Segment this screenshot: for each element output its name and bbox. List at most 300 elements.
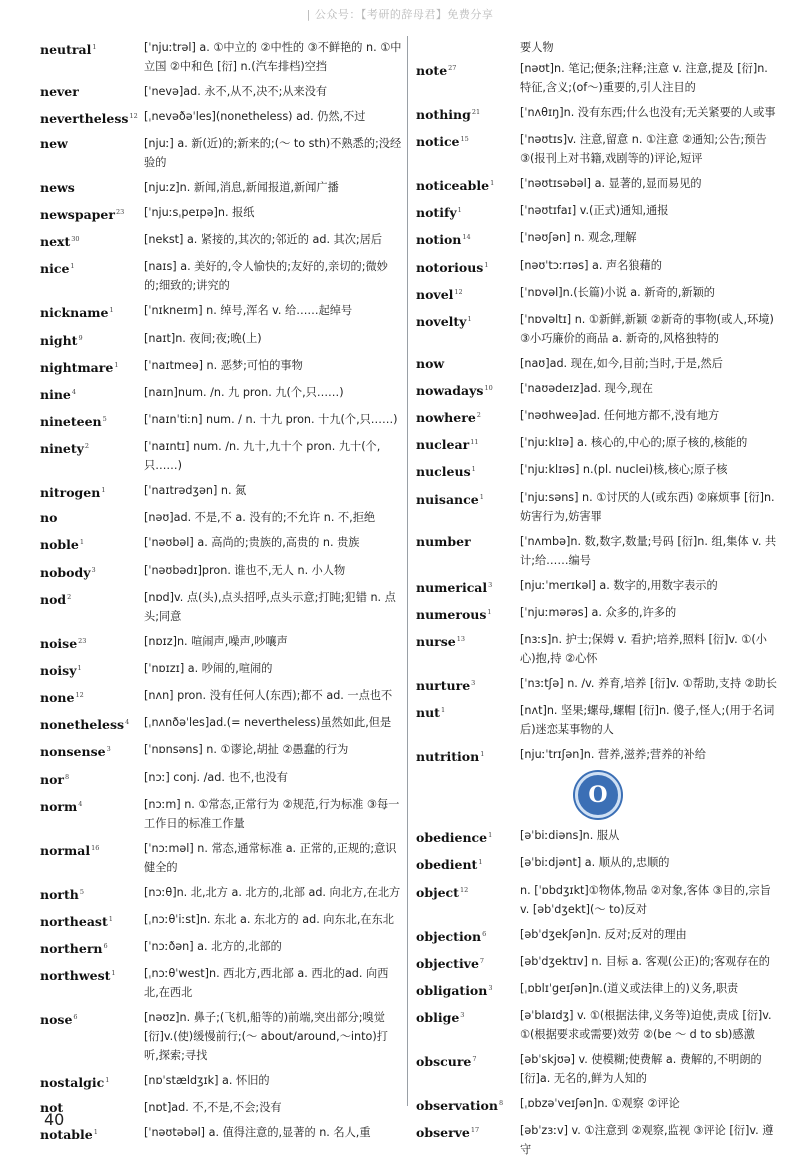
dictionary-entry: [416, 201, 780, 222]
definition: [ˈnɒvəltɪ] n. ①新鲜,新颖 ②新奇的事物(或人,环境) ③小巧廉价的商品 a. 新奇的,风格独特的: [520, 312, 774, 345]
headword-text: northeast: [40, 913, 108, 929]
headword: [416, 228, 520, 249]
headword: [416, 379, 520, 400]
frequency-count: 1: [457, 206, 462, 215]
frequency-count: 2: [476, 411, 481, 420]
headword-text: number: [416, 533, 471, 549]
definition: [ˈnɜːtʃə] n. /v. 养育,培养 [衍]v. ①帮助,支持 ②助长: [520, 676, 777, 690]
headword-text: now: [416, 355, 445, 371]
headword-text: nuisance: [416, 491, 479, 507]
headword-text: observe: [416, 1125, 470, 1141]
headword: [40, 481, 144, 502]
frequency-count: 27: [448, 64, 457, 72]
definition: [ˈnəʊbəl] a. 高尚的;贵族的,高贵的 n. 贵族: [144, 536, 360, 550]
dictionary-entry: [416, 488, 780, 526]
headword: [416, 881, 520, 902]
definition: [nɜːs]n. 护士;保姆 v. 看护;培养,照料 [衍]v. ①(小心)抱,持 ②心怀: [520, 632, 767, 665]
dictionary-entry: [40, 588, 402, 626]
headword: [40, 740, 144, 761]
headword-text: notice: [416, 134, 460, 150]
dictionary-entry: [416, 1121, 780, 1159]
dictionary-entry: [40, 713, 402, 734]
definition: [nekst] a. 紧接的,其次的;邻近的 ad. 其次;居后: [144, 233, 383, 247]
headword: [416, 354, 520, 373]
headword-text: nine: [40, 387, 71, 403]
headword: [40, 686, 144, 707]
dictionary-entry: [416, 630, 780, 668]
definition: [nəʊ]ad. 不是,不 a. 没有的;不允许 n. 不,拒绝: [144, 511, 376, 525]
headword-text: novel: [416, 286, 454, 302]
dictionary-entry: [416, 881, 780, 919]
headword: [416, 532, 520, 551]
headword-text: notion: [416, 232, 462, 248]
headword: [40, 937, 144, 958]
headword: [40, 1008, 144, 1029]
headword: [40, 82, 144, 101]
dictionary-entry: [416, 283, 780, 304]
frequency-count: 1: [79, 538, 85, 547]
dictionary-entry: [416, 433, 780, 454]
dictionary-entry: [416, 853, 780, 874]
headword-text: nothing: [416, 107, 471, 123]
frequency-count: 1: [471, 465, 476, 474]
definition: [ˈnɒnsəns] n. ①谬论,胡扯 ②愚蠢的行为: [144, 743, 349, 757]
frequency-count: 5: [79, 887, 85, 896]
dictionary-entry: [40, 82, 402, 101]
frequency-count: 17: [470, 1126, 480, 1135]
definition: [ˈnɔːməl] n. 常态,通常标准 a. 正常的,正规的;意识健全的: [144, 841, 397, 874]
headword-text: nonetheless: [40, 717, 125, 733]
definition: [ˈnjuːsˌpeɪpə]n. 报纸: [144, 206, 255, 220]
dictionary-entry: [40, 301, 402, 322]
headword: [40, 203, 144, 224]
dictionary-entry: [40, 437, 402, 475]
headword-text: observation: [416, 1098, 498, 1114]
frequency-count: 1: [484, 260, 489, 269]
frequency-count: 21: [471, 108, 481, 116]
headword-text: none: [40, 690, 75, 706]
dictionary-entry: [416, 576, 780, 597]
definition: [njuːˈmerɪkəl] a. 数字的,用数字表示的: [520, 578, 718, 592]
headword: [416, 1006, 520, 1027]
frequency-count: 1: [77, 663, 82, 672]
headword-text: noticeable: [416, 178, 490, 194]
dictionary-entry: [40, 964, 402, 1002]
headword-text: north: [40, 886, 79, 902]
frequency-count: 1: [70, 262, 75, 271]
definition: [ˈnʌθɪŋ]n. 没有东西;什么也没有;无关紧要的人或事: [520, 106, 776, 119]
frequency-count: 1: [105, 1076, 110, 1085]
dictionary-entry: [40, 356, 402, 377]
right-n-entries: [416, 59, 780, 766]
dictionary-entry: [416, 379, 780, 400]
definition: [nɔːm] n. ①常态,正常行为 ②规范,行为标准 ③每一工作日的标准工作量: [144, 797, 400, 830]
headword-text: newspaper: [40, 207, 115, 223]
dictionary-entry: [416, 310, 780, 348]
headword: [40, 410, 144, 431]
headword: [40, 383, 144, 404]
headword: [416, 59, 520, 80]
headword: [416, 433, 520, 454]
letter-o-icon: O: [575, 772, 621, 818]
definition: [njuː] a. 新(近)的;新来的;(～ to sth)不熟悉的;没经验的: [144, 137, 402, 170]
headword-text: numerical: [416, 579, 488, 595]
headword: [416, 576, 520, 597]
definition: [nɒd]v. 点(头),点头招呼,点头示意;打盹;犯错 n. 点头;同意: [144, 590, 396, 623]
headword: [416, 283, 520, 304]
definition: [ˈnaʊədeɪz]ad. 现今,现在: [520, 381, 653, 395]
definition: [ˈnɔːðən] a. 北方的,北部的: [144, 939, 282, 953]
continuation-line: 要人物: [520, 41, 554, 54]
definition: [ˈnəʊtɪs]v. 注意,留意 n. ①注意 ②通知;公告;预告 ③(报刊上对书籍,戏剧等的)评论,短评: [520, 133, 767, 166]
dictionary-entry: [40, 768, 402, 789]
headword-text: nut: [416, 705, 440, 721]
headword: [40, 257, 144, 278]
headword: [40, 713, 144, 734]
frequency-count: 7: [479, 956, 485, 965]
headword: [40, 795, 144, 816]
headword-text: news: [40, 180, 75, 196]
frequency-count: 6: [103, 941, 108, 950]
dictionary-entry: [416, 1006, 780, 1044]
dictionary-entry: [416, 532, 780, 570]
definition: [ˈnjuːklɪə] a. 核心的,中心的;原子核的,核能的: [520, 436, 748, 450]
headword-text: night: [40, 332, 78, 348]
headword: [40, 230, 144, 251]
definition: [ˈnəʊhweə]ad. 任何地方都不,没有地方: [520, 409, 720, 423]
definition: [ˈnɪkneɪm] n. 绰号,浑名 v. 给……起绰号: [144, 304, 353, 318]
frequency-count: 1: [109, 306, 114, 315]
headword: [416, 603, 520, 624]
dictionary-entry: [40, 383, 402, 404]
frequency-count: 6: [73, 1013, 78, 1022]
frequency-count: 1: [93, 1128, 98, 1137]
headword: [416, 826, 520, 847]
headword: [416, 630, 520, 651]
frequency-count: 4: [78, 799, 83, 808]
headword-text: nor: [40, 771, 65, 787]
headword: [416, 701, 520, 722]
headword-text: ninety: [40, 441, 84, 457]
dictionary-entry: [40, 1123, 402, 1144]
definition: [ˈnɒɪzɪ] a. 吵闹的,喧闹的: [144, 661, 273, 675]
headword: [416, 979, 520, 1000]
headword-text: obscure: [416, 1054, 472, 1070]
definition: [əˈbiːdiəns]n. 服从: [520, 829, 620, 843]
headword-text: nowhere: [416, 410, 476, 426]
headword: [416, 460, 520, 481]
frequency-count: 4: [125, 718, 130, 727]
left-column: [40, 38, 402, 1150]
frequency-count: 1: [480, 750, 485, 759]
headword: [40, 561, 144, 582]
dictionary-entry: [416, 103, 780, 124]
dictionary-entry: [416, 354, 780, 373]
definition: [ˌɒblɪˈgeɪʃən]n.(道义或法律上的)义务,职责: [520, 981, 739, 995]
headword: [40, 301, 144, 322]
headword-text: norm: [40, 798, 78, 814]
headword-text: novelty: [416, 314, 467, 330]
dictionary-entry: [416, 701, 780, 739]
headword: [416, 201, 520, 222]
headword-text: nurse: [416, 634, 456, 650]
frequency-count: 13: [456, 634, 466, 643]
definition: [nɒt]ad. 不,不是,不会;没有: [144, 1101, 282, 1115]
definition: [njuːˈtrɪʃən]n. 营养,滋养;营养的补给: [520, 748, 706, 762]
frequency-count: 12: [454, 287, 463, 296]
definition: [ˈnʌmbə]n. 数,数字,数量;号码 [衍]n. 组,集体 v. 共计;给……编号: [520, 534, 777, 567]
headword-text: object: [416, 884, 459, 900]
frequency-count: 15: [460, 135, 469, 144]
headword: [40, 883, 144, 904]
definition: [ˈnɒvəl]n.(长篇)小说 a. 新奇的,新颖的: [520, 285, 715, 299]
frequency-count: 1: [108, 914, 113, 923]
headword: [416, 406, 520, 427]
headword-text: note: [416, 63, 448, 79]
headword: [40, 38, 144, 59]
definition: [nʌt]n. 坚果;螺母,螺帽 [衍]n. 傻子,怪人;(用于名词后)迷恋某事物的人: [520, 704, 775, 737]
headword-text: nineteen: [40, 414, 102, 430]
dictionary-entry: [40, 410, 402, 431]
dictionary-entry: [416, 925, 780, 946]
definition: [naɪt]n. 夜间;夜;晚(上): [144, 331, 262, 345]
dictionary-entry: [40, 178, 402, 197]
headword: [40, 329, 144, 350]
dictionary-entry: [40, 795, 402, 833]
dictionary-entry: [40, 686, 402, 707]
dictionary-entry: [416, 826, 780, 847]
frequency-count: 1: [440, 706, 446, 715]
headword-text: no: [40, 510, 58, 526]
headword-text: neutral: [40, 42, 92, 58]
dictionary-entry: [416, 130, 780, 168]
frequency-count: 9: [78, 333, 83, 342]
dictionary-entry: [416, 674, 780, 695]
definition: [əbˈdʒektɪv] n. 目标 a. 客观(公正)的;客观存在的: [520, 954, 770, 968]
definition: [nəʊz]n. 鼻子;(飞机,船等的)前端,突出部分;嗅觉 [衍]v.(使)缓慢前行;(～ about/around,～into)打听,探索;寻找: [144, 1011, 388, 1063]
frequency-count: 4: [71, 387, 77, 396]
dictionary-entry: [416, 406, 780, 427]
definition: [ˌɒbzəˈveɪʃən]n. ①观察 ②评论: [520, 1096, 680, 1110]
headword: [416, 1094, 520, 1115]
definition: [nɒˈstældʒɪk] a. 怀旧的: [144, 1074, 270, 1088]
headword-text: nostalgic: [40, 1075, 105, 1091]
frequency-count: 1: [478, 858, 483, 867]
frequency-count: 12: [129, 112, 138, 120]
definition: [ˈnaɪtmeə] n. 恶梦;可怕的事物: [144, 358, 303, 372]
headword: [416, 853, 520, 874]
definition: n. [ˈɒbdʒɪkt]①物体,物品 ②对象,客体 ③目的,宗旨 v. [əbˈdʒekt](～ to)反对: [520, 883, 771, 916]
dictionary-entry: [40, 740, 402, 761]
headword-text: nitrogen: [40, 485, 101, 501]
definition: [ˈnəʊtəbəl] a. 值得注意的,显著的 n. 名人,重: [144, 1126, 371, 1140]
definition: [ˈnəʊbədɪ]pron. 谁也不,无人 n. 小人物: [144, 563, 346, 577]
dictionary-entry: [40, 134, 402, 172]
headword-text: not: [40, 1100, 64, 1116]
frequency-count: 12: [75, 691, 84, 700]
headword: [416, 130, 520, 151]
frequency-count: 8: [65, 772, 70, 781]
headword-text: nod: [40, 591, 67, 607]
frequency-count: 1: [467, 314, 472, 323]
headword-text: nightmare: [40, 359, 114, 375]
dictionary-entry: [40, 910, 402, 931]
headword: [416, 310, 520, 331]
headword-text: northwest: [40, 968, 111, 984]
definition: [ˈnəʊtɪfaɪ] v.(正式)通知,通报: [520, 204, 669, 218]
column-divider: [407, 36, 408, 1106]
dictionary-entry: [40, 203, 402, 224]
dictionary-entry: [416, 256, 780, 277]
headword-text: nutrition: [416, 749, 480, 765]
frequency-count: 1: [488, 831, 493, 840]
frequency-count: 5: [102, 415, 107, 424]
frequency-count: 8: [498, 1098, 504, 1107]
frequency-count: 23: [115, 208, 125, 217]
watermark: | 公众号：【考研的辞母君】免费分享: [306, 8, 494, 21]
frequency-count: 2: [84, 442, 90, 451]
frequency-count: 6: [482, 929, 487, 938]
dictionary-entry: [416, 1094, 780, 1115]
right-column: [416, 38, 780, 1165]
definition: [naɪn]num. /n. 九 pron. 九(个,只……): [144, 385, 344, 399]
headword-text: notify: [416, 205, 457, 221]
dictionary-entry: [40, 257, 402, 295]
letter-badge: [416, 772, 780, 818]
headword-text: obedient: [416, 857, 478, 873]
definition: [nɔː] conj. /ad. 也不,也没有: [144, 770, 288, 784]
headword: [40, 964, 144, 985]
definition: [nɔːθ]n. 北,北方 a. 北方的,北部 ad. 向北方,在北方: [144, 885, 401, 899]
dictionary-entry: [416, 603, 780, 624]
headword-text: numerous: [416, 606, 487, 622]
headword-text: noisy: [40, 663, 77, 679]
headword-text: nucleus: [416, 464, 471, 480]
dictionary-entry: [40, 839, 402, 877]
dictionary-entry: [416, 228, 780, 249]
headword-text: obligation: [416, 982, 488, 998]
dictionary-entry: [40, 38, 402, 76]
frequency-count: 1: [114, 360, 119, 369]
frequency-count: 12: [459, 885, 469, 894]
headword-text: nice: [40, 261, 70, 277]
headword-text: nevertheless: [40, 111, 129, 127]
frequency-count: 1: [490, 179, 495, 188]
definition: [ˈnaɪtrədʒən] n. 氮: [144, 484, 247, 498]
definition: [nəʊt]n. 笔记;便条;注释;注意 v. 注意,提及 [衍]n. 特征,含义;(of～)重要的,引人注目的: [520, 62, 768, 94]
headword-text: oblige: [416, 1010, 460, 1026]
dictionary-entry: [416, 745, 780, 766]
headword: [40, 768, 144, 789]
dictionary-entry: [40, 632, 402, 653]
frequency-count: 1: [111, 969, 116, 978]
definition: [əˈbiːdjənt] a. 顺从的,忠顺的: [520, 856, 670, 870]
headword: [40, 839, 144, 860]
frequency-count: 1: [101, 486, 106, 495]
headword: [40, 437, 144, 458]
headword-text: obedience: [416, 830, 488, 846]
headword-text: noble: [40, 537, 79, 553]
frequency-count: 14: [462, 233, 471, 242]
definition: [naɪs] a. 美好的,令人愉快的;友好的,亲切的;微妙的;细致的;讲究的: [144, 260, 388, 293]
definition: [əbˈskjʊə] v. 使模糊;使费解 a. 费解的,不明朗的 [衍]a. 无名的,鲜为人知的: [520, 1052, 762, 1085]
dictionary-entry: [416, 979, 780, 1000]
dictionary-entry: [40, 883, 402, 904]
dictionary-entry: [416, 1050, 780, 1088]
headword: [40, 178, 144, 197]
frequency-count: 1: [92, 43, 97, 51]
definition: [ˈnəʊʃən] n. 观念,理解: [520, 231, 637, 245]
frequency-count: 7: [472, 1054, 477, 1063]
dictionary-entry: [416, 460, 780, 481]
headword-text: nurture: [416, 678, 471, 694]
dictionary-entry: [40, 659, 402, 680]
headword: [40, 910, 144, 931]
headword-text: noise: [40, 635, 78, 651]
headword: [40, 107, 144, 128]
frequency-count: 3: [488, 983, 493, 992]
headword: [416, 1121, 520, 1142]
page-number: 40: [44, 1110, 65, 1129]
headword-text: nose: [40, 1012, 73, 1028]
headword-text: notable: [40, 1127, 93, 1143]
headword: [416, 925, 520, 946]
definition: [nʌn] pron. 没有任何人(东西);都不 ad. 一点也不: [144, 689, 393, 703]
dictionary-entry: [416, 174, 780, 195]
dictionary-entry: [40, 481, 402, 502]
dictionary-entry: [40, 1071, 402, 1092]
headword: [40, 588, 144, 609]
headword-text: nuclear: [416, 437, 470, 453]
dictionary-entry: [40, 561, 402, 582]
dictionary-entry: [40, 329, 402, 350]
dictionary-entry: [40, 937, 402, 958]
headword: [416, 1050, 520, 1071]
headword: [40, 134, 144, 153]
definition: [əbˈdʒekʃən]n. 反对;反对的理由: [520, 927, 687, 941]
definition: [naʊ]ad. 现在,如今,目前;当时,于是,然后: [520, 356, 723, 370]
headword: [40, 508, 144, 527]
frequency-count: 3: [460, 1010, 465, 1019]
headword-text: normal: [40, 842, 91, 858]
definition: [nəʊˈtɔːrɪəs] a. 声名狼藉的: [520, 258, 662, 272]
dictionary-entry: [40, 533, 402, 554]
definition: [nɒɪz]n. 喧闹声,噪声,吵嚷声: [144, 634, 288, 648]
frequency-count: 30: [71, 235, 80, 244]
frequency-count: 1: [479, 492, 484, 501]
headword: [416, 952, 520, 973]
headword: [40, 533, 144, 554]
definition: [əbˈzɜːv] v. ①注意到 ②观察,监视 ③评论 [衍]v. 遵守: [520, 1124, 774, 1157]
headword: [416, 745, 520, 766]
headword: [416, 174, 520, 195]
definition: [əˈblaɪdʒ] v. ①(根据法律,义务等)迫使,责成 [衍]v. ①(根据要求或需要)效劳 ②(be ～ d to sb)感激: [520, 1008, 772, 1041]
frequency-count: 10: [484, 383, 493, 392]
definition: [ˈnəʊtɪsəbəl] a. 显著的,显而易见的: [520, 177, 702, 191]
definition: [ˌnʌnðəˈles]ad.(= nevertheless)虽然如此,但是: [144, 716, 392, 730]
headword-text: nickname: [40, 305, 109, 321]
headword: [416, 488, 520, 509]
frequency-count: 3: [91, 565, 96, 574]
frequency-count: 3: [471, 678, 476, 687]
headword: [40, 356, 144, 377]
frequency-count: 3: [488, 580, 493, 589]
headword-text: never: [40, 84, 79, 99]
headword: [40, 1071, 144, 1092]
headword-text: nobody: [40, 564, 91, 580]
frequency-count: 11: [470, 438, 479, 447]
headword: [416, 256, 520, 277]
